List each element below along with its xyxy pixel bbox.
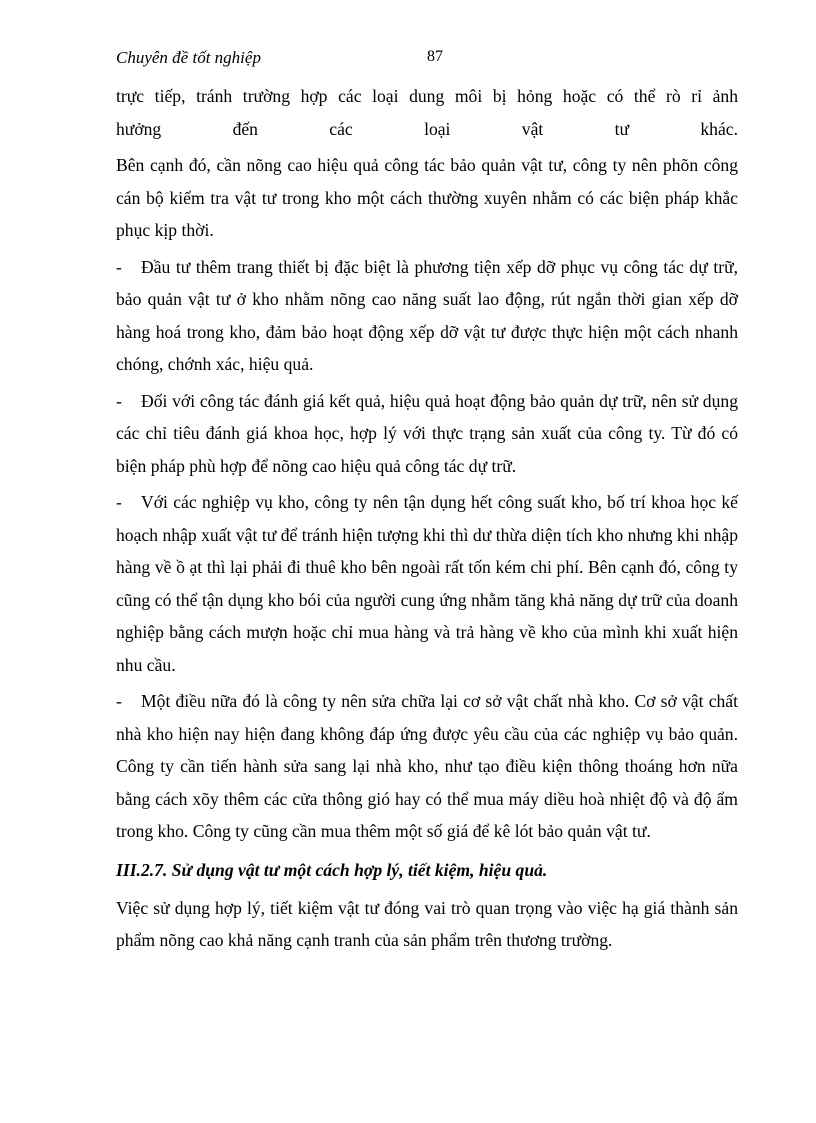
bullet-evaluation <box>116 385 738 483</box>
document-title: Chuyên đề tốt nghiệp <box>116 48 261 67</box>
paragraph-continued-line1: trực tiếp, tránh trường hợp các loại dung môi bị hỏng hoặc có thể rò rỉ ảnh <box>116 86 738 106</box>
bullet-warehouse-repair <box>116 685 738 848</box>
page-number: 87 <box>427 48 443 65</box>
bullet-text: Một điều nữa đó là công ty nên sửa chữa lại cơ sở vật chất nhà kho. Cơ sở vật chất nhà kho hiện nay hiện đang không đáp ứng được yêu cầu của các nghiệp vụ bảo quản. Công ty cần tiến hành sửa sang lại nhà kho, như tạo điều kiện thông thoáng hơn nữa bằng cách xõy thêm các cửa thông gió hay có thể mua máy diều hoà nhiệt độ và độ ẩm trong kho. Công ty cũng cần mua thêm một số giá để kê lót bảo quản vật tư. <box>116 691 738 841</box>
paragraph-continued-line2: hưởng đến các loại vật tư khác. <box>116 118 738 139</box>
page-header <box>116 48 736 72</box>
bullet-equipment-investment <box>116 251 738 381</box>
bullet-dash: - <box>116 256 122 277</box>
bullet-text: Đầu tư thêm trang thiết bị đặc biệt là phương tiện xếp dỡ phục vụ công tác dự trữ, bảo quản vật tư ở kho nhằm nõng cao năng suất lao động, rút ngắn thời gian xếp dỡ hàng hoá trong kho, đảm bảo hoạt động xếp dỡ vật tư được thực hiện một cách nhanh chóng, chớnh xác, hiệu quả. <box>116 256 738 374</box>
paragraph-material-usage: Việc sử dụng hợp lý, tiết kiệm vật tư đóng vai trò quan trọng vào việc hạ giá thành sản phẩm nõng cao khả năng cạnh tranh của sản phẩm trên thương trường. <box>116 897 738 950</box>
bullet-dash: - <box>116 390 122 411</box>
bullet-dash: - <box>116 492 122 512</box>
bullet-text: Với các nghiệp vụ kho, công ty nên tận dụng hết công suất kho, bố trí khoa học kế hoạch nhập xuất vật tư để tránh hiện tượng khi thì dư thừa diện tích kho nhưng khi nhập hàng về ồ ạt thì lại phải đi thuê kho bên ngoài rất tốn kém chi phí. Bên cạnh đó, công ty cũng có thể tận dụng kho bói của người cung ứng nhằm tăng khả năng dự trữ của doanh nghiệp bằng cách mượn hoặc chỉ mua hàng và trả hàng về kho của mình khi xuất hiện nhu cầu. <box>116 492 738 675</box>
bullet-dash: - <box>116 691 122 711</box>
document-body <box>116 80 738 957</box>
bullet-text: Đối với công tác đánh giá kết quả, hiệu quả hoạt động bảo quản dự trữ, nên sử dụng các chỉ tiêu đánh giá khoa học, hợp lý với thực trạng sản xuất của công ty. Từ đó có biện pháp phù hợp để nõng cao hiệu quả công tác dự trữ. <box>116 390 738 476</box>
paragraph-storage-inspection: Bên cạnh đó, cần nõng cao hiệu quả công tác bảo quản vật tư, công ty nên phõn công cán bộ kiểm tra vật tư trong kho một cách thường xuyên nhằm có các biện pháp khắc phục kịp thời. <box>116 155 738 240</box>
section-heading: III.2.7. Sử dụng vật tư một cách hợp lý, tiết kiệm, hiệu quả. <box>116 859 548 880</box>
bullet-warehouse-operations <box>116 486 738 681</box>
